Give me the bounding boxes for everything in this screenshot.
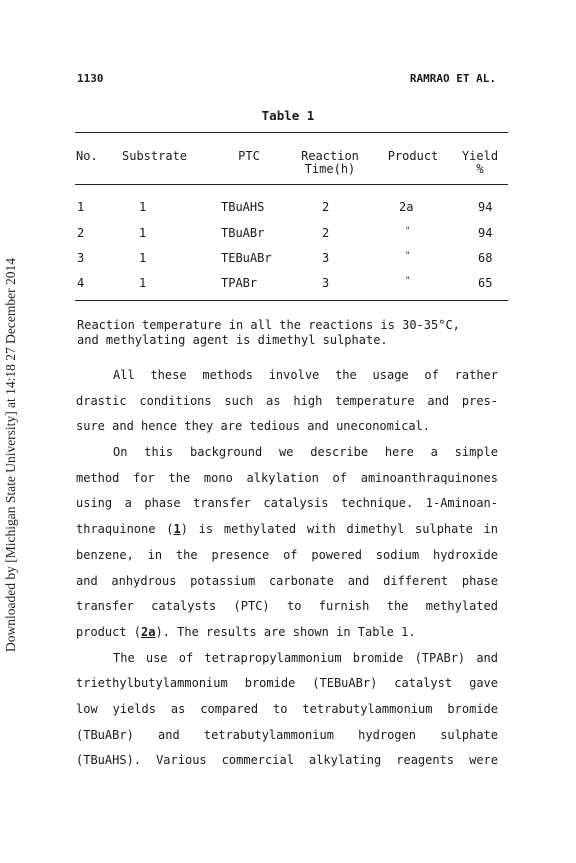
body-text-run: product ( bbox=[76, 624, 142, 639]
body-line: The use of tetrapropylammonium bromide (TPABr) and bbox=[113, 650, 498, 665]
cell-time: 3 bbox=[322, 251, 330, 265]
body-text-run: ). The results are shown in Table 1. bbox=[155, 624, 416, 639]
header-ptc: PTC bbox=[238, 149, 260, 163]
cell-no: 4 bbox=[77, 276, 85, 290]
body-line: triethylbutylammonium bromide (TEBuABr) catalyst gave bbox=[76, 676, 498, 691]
body-line: (TBuAHS). Various commercial alkylating reagents were bbox=[76, 753, 498, 768]
cell-time: 2 bbox=[322, 226, 330, 240]
body-text-run: thraquinone ( bbox=[76, 522, 174, 537]
body-line: and anhydrous potassium carbonate and different phase bbox=[76, 573, 498, 588]
header-yield-unit: % bbox=[476, 162, 484, 176]
body-line: On this background we describe here a simple bbox=[113, 445, 498, 460]
body-line: (TBuABr) and tetrabutylammonium hydrogen sulphate bbox=[76, 727, 498, 742]
page-number: 1130 bbox=[77, 72, 104, 85]
cell-time: 3 bbox=[322, 276, 330, 290]
table-bottom-rule bbox=[75, 300, 508, 301]
body-line: using a phase transfer catalysis technique. 1-Aminoan- bbox=[76, 496, 498, 511]
header-yield: Yield bbox=[461, 149, 499, 163]
body-line bbox=[76, 620, 498, 646]
body-line bbox=[76, 517, 498, 543]
table-caption bbox=[77, 318, 460, 348]
cell-yield: 94 bbox=[478, 226, 493, 240]
header-substrate: Substrate bbox=[122, 149, 188, 163]
header-product: Product bbox=[387, 149, 439, 163]
cell-no: 3 bbox=[77, 251, 85, 265]
body-text-run: ) is methylated with dimethyl sulphate in bbox=[180, 522, 499, 537]
cell-ptc: TBuABr bbox=[221, 226, 265, 240]
cell-time: 2 bbox=[322, 200, 330, 214]
body-text bbox=[76, 363, 498, 774]
caption-line: and methylating agent is dimethyl sulphate. bbox=[77, 333, 388, 347]
body-line: All these methods involve the usage of rather bbox=[113, 368, 498, 382]
cell-product-ditto: " bbox=[405, 276, 411, 286]
header-reaction: Reaction bbox=[301, 149, 359, 163]
body-line: sure and hence they are tedious and uneconomical. bbox=[76, 419, 431, 434]
cell-yield: 68 bbox=[478, 251, 493, 265]
body-line: transfer catalysts (PTC) to furnish the methylated bbox=[76, 599, 498, 614]
body-line: drastic conditions such as high temperature and pres- bbox=[76, 393, 498, 408]
cell-yield: 65 bbox=[478, 276, 493, 290]
header-time: Time(h) bbox=[304, 162, 356, 176]
cell-substrate: 1 bbox=[139, 200, 147, 214]
download-watermark bbox=[0, 0, 22, 863]
cell-substrate: 1 bbox=[139, 276, 147, 290]
body-line: benzene, in the presence of powered sodium hydroxide bbox=[76, 547, 498, 562]
table-title: Table 1 bbox=[261, 108, 315, 123]
cell-product: 2a bbox=[399, 200, 414, 214]
cell-ptc: TEBuABr bbox=[221, 251, 272, 265]
cell-no: 1 bbox=[77, 200, 85, 214]
cell-substrate: 1 bbox=[139, 251, 147, 265]
cell-yield: 94 bbox=[478, 200, 493, 214]
body-line: method for the mono alkylation of aminoanthraquinones bbox=[76, 470, 498, 485]
table-top-rule bbox=[75, 132, 508, 133]
cell-ptc: TBuAHS bbox=[221, 200, 265, 214]
caption-line: Reaction temperature in all the reactions is 30-35°C, bbox=[77, 318, 460, 332]
body-line: low yields as compared to tetrabutylammonium bromide bbox=[76, 701, 498, 716]
running-head: RAMRAO ET AL. bbox=[409, 72, 496, 85]
cell-product-ditto: " bbox=[405, 226, 411, 236]
compound-ref: 1 bbox=[173, 522, 181, 537]
cell-product-ditto: " bbox=[405, 251, 411, 261]
header-no: No. bbox=[76, 149, 98, 163]
cell-substrate: 1 bbox=[139, 226, 147, 240]
compound-ref: 2a bbox=[141, 624, 156, 639]
cell-no: 2 bbox=[77, 226, 85, 240]
table-header-rule bbox=[75, 184, 508, 185]
download-watermark-text: Downloaded by [Michigan State University] at 14:18 27 December 2014 bbox=[3, 257, 18, 653]
cell-ptc: TPABr bbox=[221, 276, 258, 290]
